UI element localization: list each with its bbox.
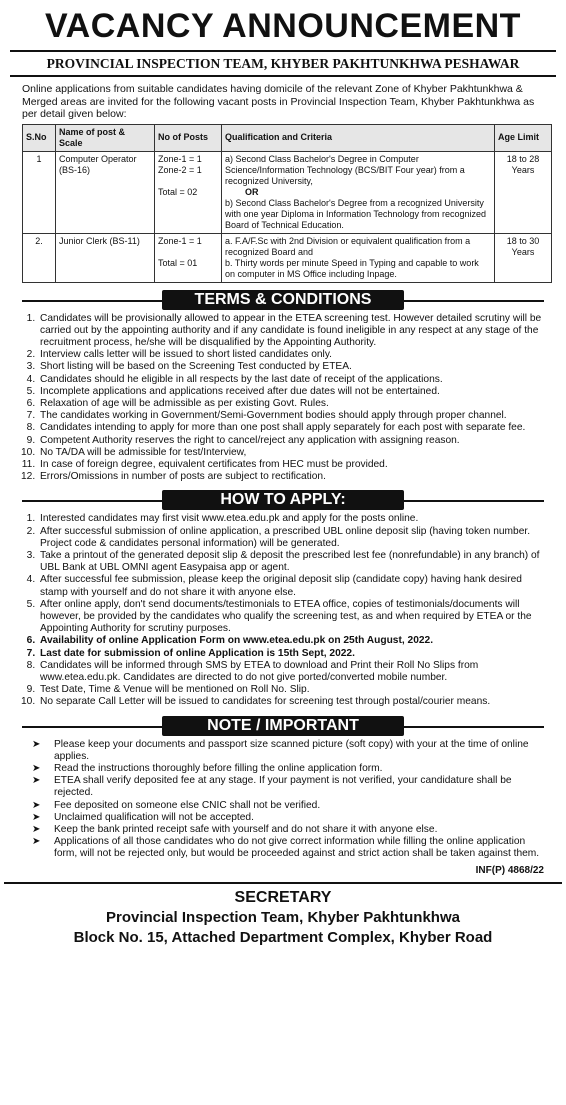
post-name: Junior Clerk (BS-11): [59, 235, 140, 246]
note-heading: NOTE / IMPORTANT: [162, 716, 404, 736]
list-item: ➤ Fee deposited on someone else CNIC shall not be verified.: [32, 799, 321, 811]
cell-age-limit: 18 to 28 Years: [495, 151, 552, 233]
cell-qualification: [222, 151, 495, 233]
posts-zone-1: Zone-1 = 1: [158, 153, 202, 164]
list-item: 6. Relaxation of age will be admissible as per existing Govt. Rules.: [38, 398, 548, 410]
arrow-bullet-icon: ➤: [32, 738, 41, 750]
cell-sno: 2.: [23, 233, 56, 282]
posts-zone-2: Zone-2 = 1: [158, 164, 202, 175]
note-list: [28, 739, 548, 861]
qualification-a: a) Second Class Bachelor's Degree in Computer Science/Information Technology (BCS/BIT Four year) from a recognized University,: [225, 153, 465, 186]
col-header-age: Age Limit: [495, 124, 552, 151]
list-item: 3. Take a printout of the generated deposit slip & deposit the prescribed lest fee (nonrefundable) in any branch) of UBL Bank at UBL OMNI agent Easypaisa app or agent.: [38, 550, 548, 574]
qualification-b: b) Second Class Bachelor's Degree from a recognized University with one year Diploma in Information Technology from recognized Board of Technical Education.: [225, 197, 486, 230]
apply-heading-band: [22, 490, 544, 510]
list-item: ➤ Keep the bank printed receipt safe with yourself and do not share it with anyone else.: [32, 824, 438, 836]
posts-total: Total = 02: [158, 186, 198, 197]
list-item: 1. Candidates will be provisionally allowed to appear in the ETEA screening test. However detailed scrutiny will be carried out by the appointing authority and if any candidate is found ineligible in any respect at any stage of the recruitment process, he/she will be disqualified by the Appointing Authority.: [38, 313, 548, 350]
qualification-b: b. Thirty words per minute Speed in Typing and capable to work on computer in MS Office including Inpage.: [225, 257, 479, 279]
arrow-bullet-icon: ➤: [32, 775, 41, 787]
list-item: 4. After successful fee submission, please keep the original deposit slip (candidate copy) having hank desired stamp with yourself and do not share it with anyone else.: [38, 574, 548, 598]
qualification-a: a. F.A/F.Sc with 2nd Division or equivalent qualification from a recognized Board and: [225, 235, 471, 257]
intro-paragraph: Online applications from suitable candidates having domicile of the relevant Zone of Khyber Pakhtunkhwa & Merged areas are invited for the following vacant posts in Provincial Inspection Team, Khyber Pakhtunkhwa as per detail given below:: [22, 83, 535, 120]
posts-total: Total = 01: [158, 257, 198, 268]
list-item: 8. Candidates intending to apply for more than one post shall apply separately for each post with separate fee.: [38, 422, 548, 434]
list-item: 1. Interested candidates may first visit www.etea.edu.pk and apply for the posts online.: [38, 513, 548, 525]
qualification-or: OR: [245, 186, 259, 197]
arrow-bullet-icon: ➤: [32, 836, 41, 848]
arrow-bullet-icon: ➤: [32, 811, 41, 823]
terms-heading-band: [22, 290, 544, 310]
list-item: ➤ Applications of all those candidates who do not give correct information while filling the online application form, will not be rejected only, but would be proceeded against and strict action shall be taken against them.: [32, 836, 540, 860]
apply-heading: HOW TO APPLY:: [162, 490, 404, 510]
table-row: [23, 233, 552, 282]
footer: [4, 882, 562, 948]
footer-line-2: Block No. 15, Attached Department Complex, Khyber Road: [73, 928, 493, 946]
cell-sno: 1: [23, 151, 56, 233]
list-item: ➤ Read the instructions thoroughly before filling the online application form.: [32, 763, 383, 774]
note-heading-band: [22, 716, 544, 736]
col-header-qualification: Qualification and Criteria: [222, 124, 495, 151]
list-item: 12. Errors/Omissions in number of posts are subject to rectification.: [38, 471, 548, 483]
cell-qualification: [222, 233, 495, 282]
list-item: 7. The candidates working in Government/Semi-Government bodies should apply through proper channel.: [38, 410, 548, 422]
organization-subtitle: PROVINCIAL INSPECTION TEAM, KHYBER PAKHTUNKHWA PESHAWAR: [10, 50, 556, 77]
footer-line-1: Provincial Inspection Team, Khyber Pakhtunkhwa: [106, 908, 460, 926]
reference-number: INF(P) 4868/22: [475, 864, 544, 876]
list-item: 8. Candidates will be informed through SMS by ETEA to download and Print their Roll No Slips from www.etea.edu.pk. Candidates are directed to do not give ported/converted mobile number.: [38, 660, 548, 684]
list-item: 2. After successful submission of online application, a prescribed UBL online deposit slip (having token number. Project code & candidates personal information) will be generated.: [38, 526, 548, 550]
cell-age-limit: 18 to 30 Years: [495, 233, 552, 282]
list-item: 10. No separate Call Letter will be issued to candidates for screening test through postal/courier means.: [38, 696, 548, 708]
list-item: 5. Incomplete applications and applications received after due dates will not be entertained.: [38, 386, 548, 398]
table-header-row: [23, 124, 552, 151]
list-item: 4. Candidates should he eligible in all respects by the last date of receipt of the applications.: [38, 374, 548, 386]
col-header-posts: No of Posts: [155, 124, 222, 151]
list-item: 9. Test Date, Time & Venue will be mentioned on Roll No. Slip.: [38, 684, 548, 696]
list-item: 3. Short listing will be based on the Screening Test conducted by ETEA.: [38, 361, 548, 373]
list-item: 10. No TA/DA will be admissible for test/Interview,: [38, 447, 548, 459]
col-header-post: Name of post & Scale: [56, 124, 155, 151]
list-item: 9. Competent Authority reserves the right to cancel/reject any application with assigning reason.: [38, 435, 548, 447]
arrow-bullet-icon: ➤: [32, 763, 41, 774]
list-item: ➤ Please keep your documents and passport size scanned picture (soft copy) with your at the time of online applies.: [32, 738, 529, 762]
posts-zone-1: Zone-1 = 1: [158, 235, 202, 246]
footer-secretary: SECRETARY: [234, 888, 332, 906]
page-title: VACANCY ANNOUNCEMENT: [45, 7, 521, 45]
list-item: ➤ Unclaimed qualification will not be accepted.: [32, 811, 254, 823]
table-row: [23, 151, 552, 233]
list-item: 7. Last date for submission of online Application is 15th Sept, 2022.: [38, 648, 548, 660]
posts-table: [22, 124, 552, 283]
col-header-sno: S.No: [23, 124, 56, 151]
post-name: Computer Operator: [59, 153, 137, 164]
list-item: 5. After online apply, don't send documents/testimonials to ETEA office, copies of testimonials/documents will however, be provided by the candidates who qualify the screening test, as and when required by ETEA or the Appointing Authority for scrutiny purposes.: [38, 599, 548, 636]
list-item: ➤ ETEA shall verify deposited fee at any stage. If your payment is not verified, your candidature shall be rejected.: [32, 775, 512, 799]
list-item: 11. In case of foreign degree, equivalent certificates from HEC must be provided.: [38, 459, 548, 471]
post-scale: (BS-16): [59, 164, 91, 175]
cell-no-of-posts: [155, 233, 222, 282]
cell-no-of-posts: [155, 151, 222, 233]
arrow-bullet-icon: ➤: [32, 824, 41, 836]
terms-list: [38, 313, 548, 484]
list-item: 6. Availability of online Application Form on www.etea.edu.pk on 25th August, 2022.: [38, 635, 548, 647]
arrow-bullet-icon: ➤: [32, 799, 41, 811]
list-item: 2. Interview calls letter will be issued to short listed candidates only.: [38, 349, 548, 361]
terms-heading: TERMS & CONDITIONS: [162, 290, 404, 310]
cell-post: [56, 233, 155, 282]
apply-list: [38, 513, 548, 708]
cell-post: [56, 151, 155, 233]
